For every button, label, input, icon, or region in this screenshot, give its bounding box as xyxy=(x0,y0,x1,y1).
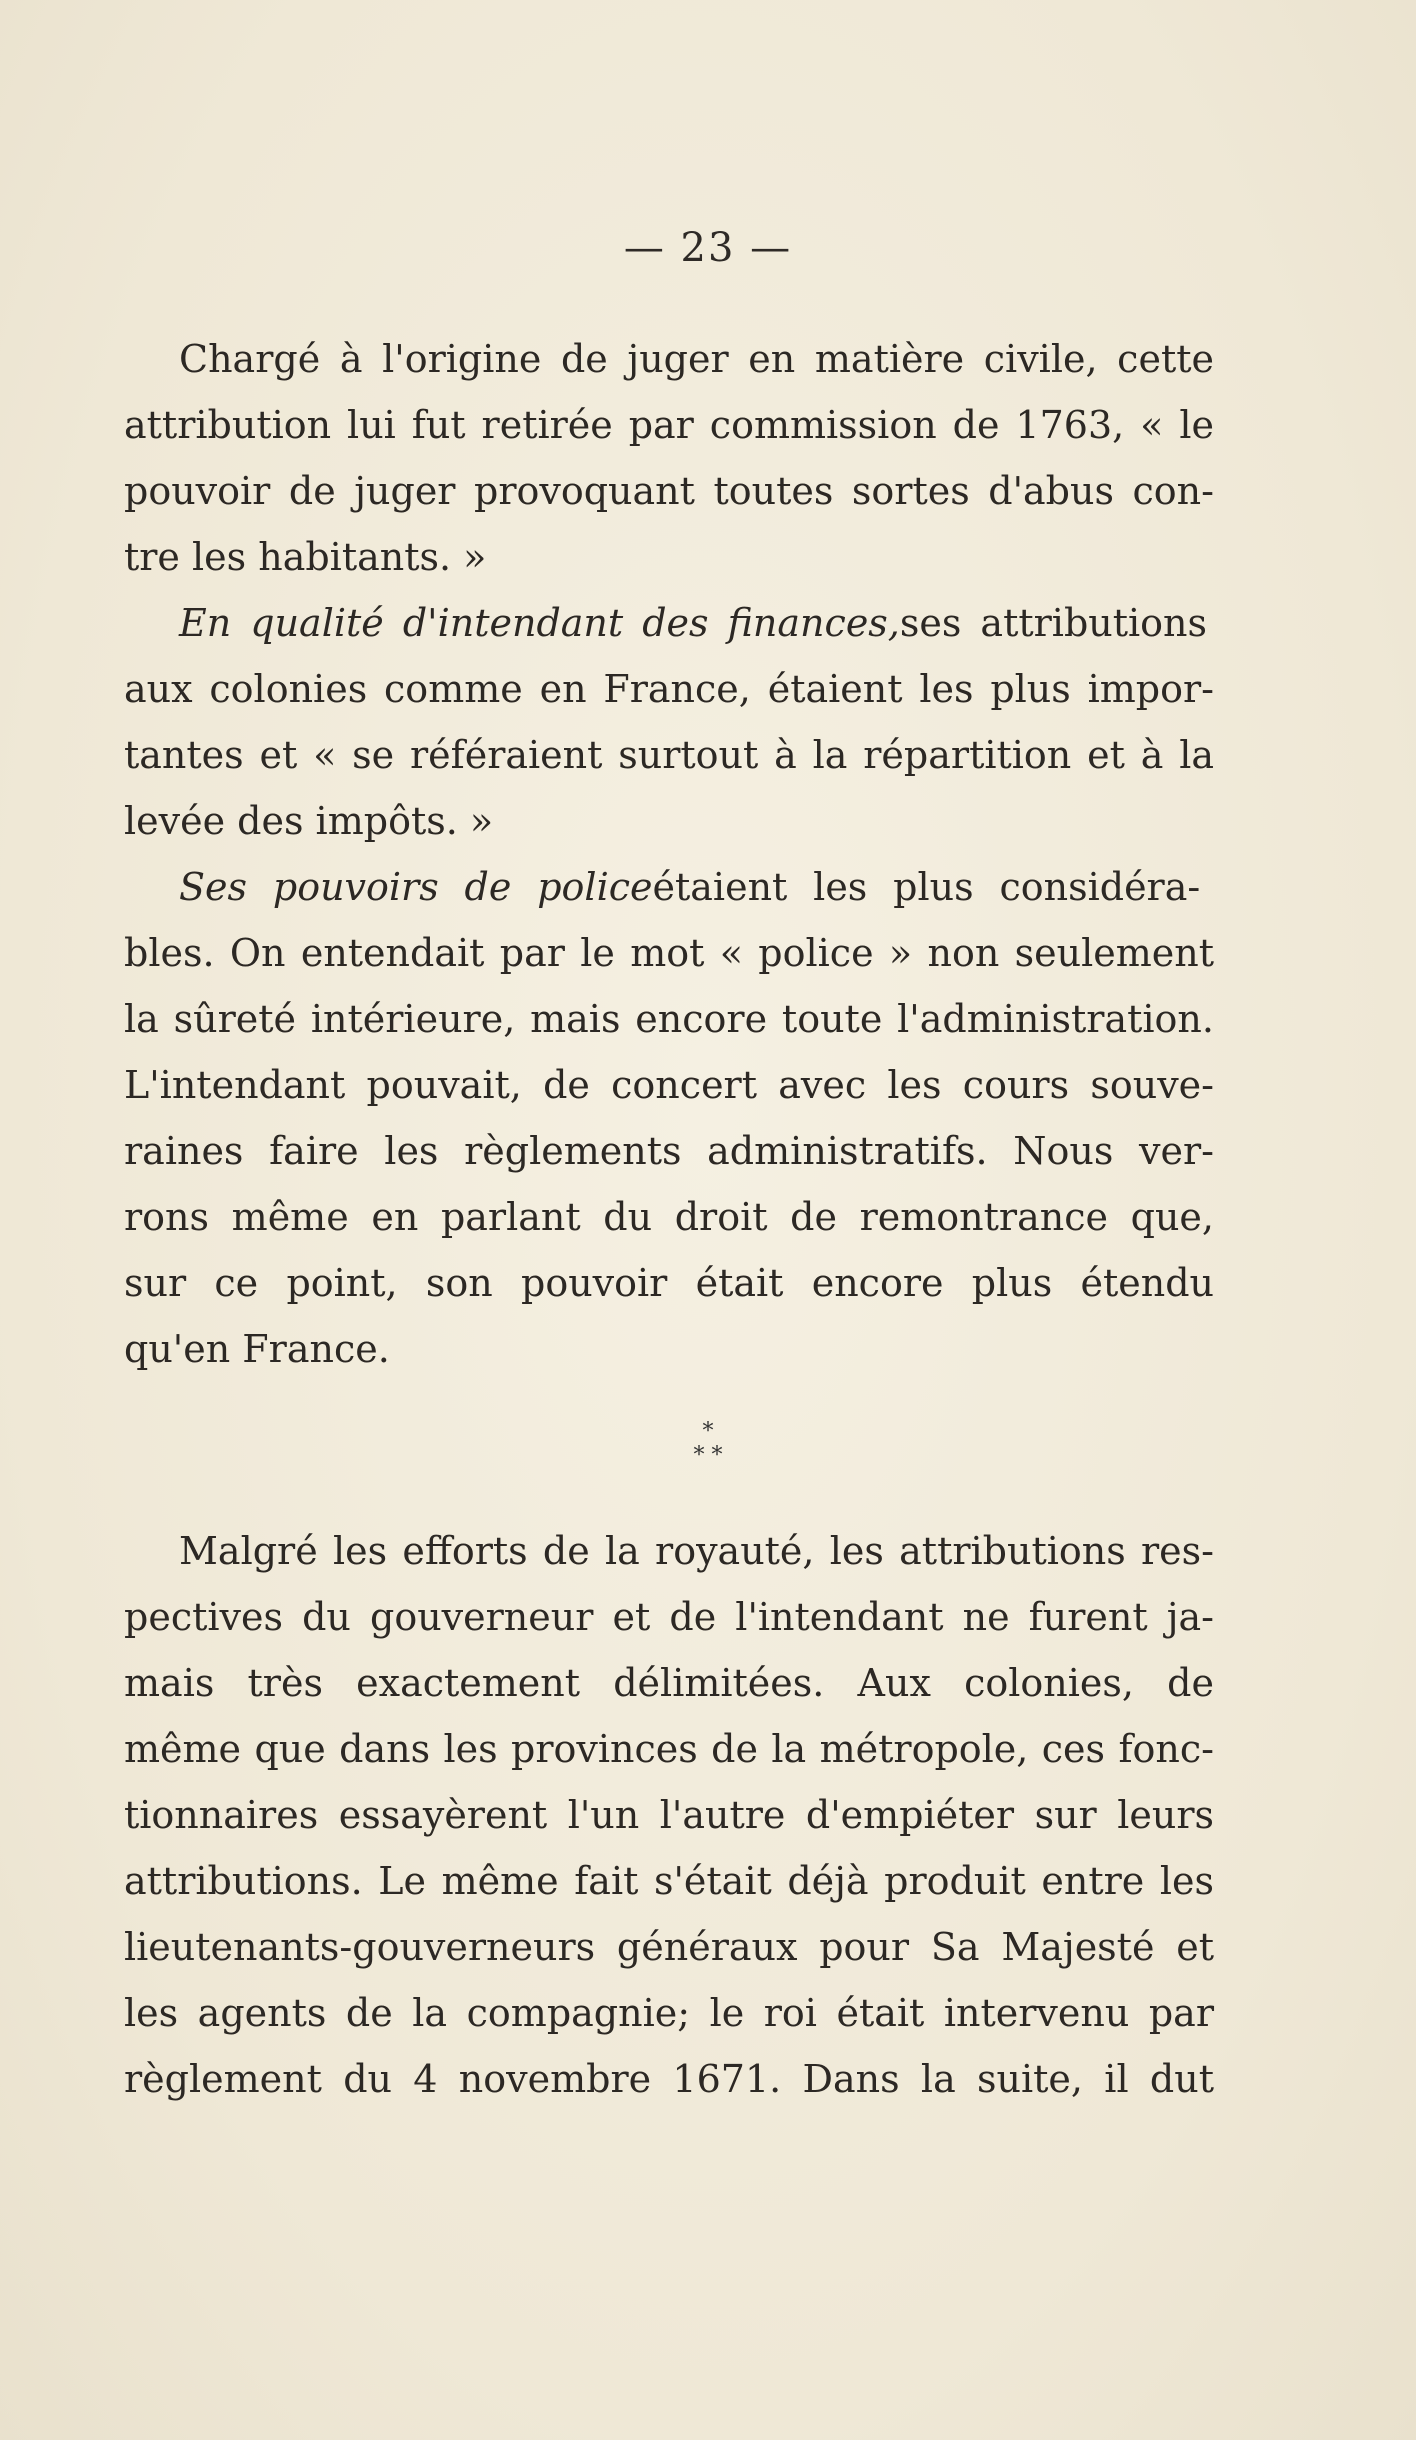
text-line: aux colonies comme en France, étaient les plus impor- xyxy=(124,667,1214,711)
text-line: bles. On entendait par le mot « police » non seulement xyxy=(124,931,1214,975)
text-line: attribution lui fut retirée par commission de 1763, « le xyxy=(124,403,1214,447)
text-line: L'intendant pouvait, de concert avec les cours souve- xyxy=(124,1063,1214,1107)
text-line: levée des impôts. » xyxy=(124,799,494,843)
text-line: lieutenants-gouverneurs généraux pour Sa Majesté et xyxy=(124,1925,1214,1969)
asterism-bottom: * * xyxy=(693,1443,723,1468)
text-line: raines faire les règlements administratifs. Nous ver- xyxy=(124,1129,1214,1173)
text-line: rons même en parlant du droit de remontrance que, xyxy=(124,1195,1214,1239)
text-line: pouvoir de juger provoquant toutes sortes d'abus con- xyxy=(124,469,1214,513)
text-line: tre les habitants. » xyxy=(124,535,487,579)
text-line: même que dans les provinces de la métropole, ces fonc- xyxy=(124,1727,1214,1771)
text-line: Chargé à l'origine de juger en matière civile, cette xyxy=(179,337,1214,381)
text-line: les agents de la compagnie; le roi était intervenu par xyxy=(124,1991,1214,2035)
paragraph-group-1 xyxy=(124,326,1214,1382)
text-line: règlement du 4 novembre 1671. Dans la suite, il dut xyxy=(124,2057,1214,2101)
text-line: Ses pouvoirs de police étaient les plus considéra- xyxy=(124,854,1214,920)
text-line: qu'en France. xyxy=(124,1327,390,1371)
italic-heading: Ses pouvoirs de police xyxy=(179,865,653,909)
text-line: tionnaires essayèrent l'un l'autre d'empiéter sur leurs xyxy=(124,1793,1214,1837)
text-line: sur ce point, son pouvoir était encore plus étendu xyxy=(124,1261,1214,1305)
page-number: — 23 — xyxy=(623,225,793,271)
text-line: attributions. Le même fait s'était déjà produit entre les xyxy=(124,1859,1214,1903)
text-line: mais très exactement délimitées. Aux colonies, de xyxy=(124,1661,1214,1705)
text-line: pectives du gouverneur et de l'intendant ne furent ja- xyxy=(124,1595,1214,1639)
text-line: En qualité d'intendant des finances, ses attributions xyxy=(124,590,1214,656)
text-line: Malgré les efforts de la royauté, les attributions res- xyxy=(179,1529,1214,1573)
paragraph-group-2 xyxy=(124,1518,1214,2112)
text-line: la sûreté intérieure, mais encore toute l'administration. xyxy=(124,997,1214,1041)
text-line: tantes et « se référaient surtout à la répartition et à la xyxy=(124,733,1214,777)
asterism-separator xyxy=(0,1420,1416,1468)
italic-heading: En qualité d'intendant des finances, xyxy=(179,601,900,645)
asterism-top: * xyxy=(702,1419,714,1444)
